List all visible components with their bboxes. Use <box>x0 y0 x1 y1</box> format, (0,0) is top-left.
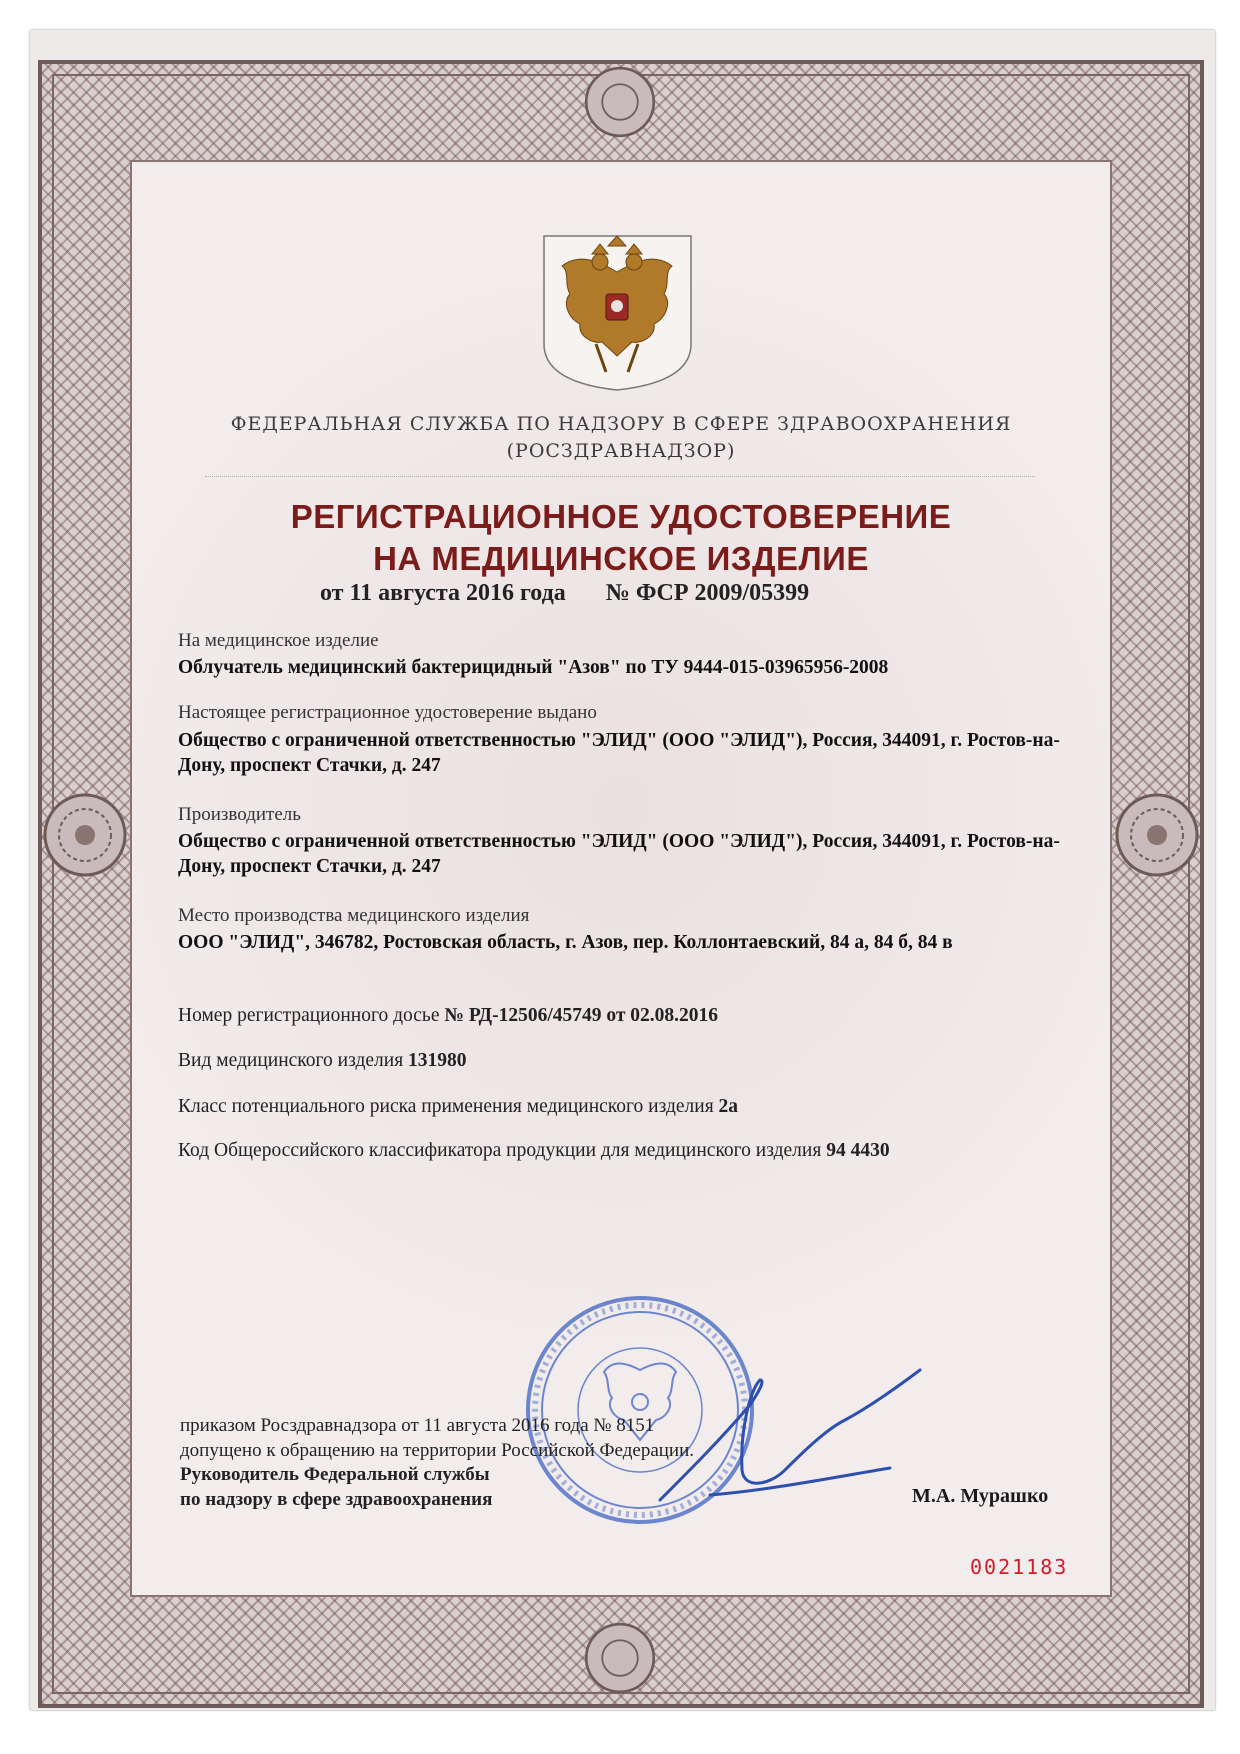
certificate-date: от 11 августа 2016 года <box>320 580 566 606</box>
bottom-rosette-ornament <box>575 1618 665 1698</box>
production-value: ООО "ЭЛИД", 346782, Ростовская область, г. Азов, пер. Коллонтаевский, 84 а, 84 б, 84 в <box>178 932 953 953</box>
head-title-line1: Руководитель Федеральной службы <box>180 1464 490 1485</box>
manufacturer-label: Производитель <box>178 804 301 825</box>
order-line1: приказом Росздравнадзора от 11 августа 2016 года № 8151 <box>180 1415 655 1436</box>
coat-of-arms-emblem <box>540 232 695 392</box>
production-label: Место производства медицинского изделия <box>178 905 530 926</box>
device-value: Облучатель медицинский бактерицидный "Азов" по ТУ 9444-015-03965956-2008 <box>178 657 889 678</box>
device-type-label: Вид медицинского изделия <box>178 1050 404 1071</box>
head-title-line2: по надзору в сфере здравоохранения <box>180 1489 493 1510</box>
dossier-value: № РД-12506/45749 от 02.08.2016 <box>444 1005 719 1026</box>
dossier-label: Номер регистрационного досье <box>178 1005 440 1026</box>
agency-short-name: (РОСЗДРАВНАДЗОР) <box>506 440 736 462</box>
manufacturer-value: Общество с ограниченной ответственностью "ЭЛИД" (ООО "ЭЛИД"), Россия, 344091, г. Ростов-на-Дону, проспект Стачки, д. 247 <box>178 831 1060 877</box>
certificate-date-number <box>320 580 809 607</box>
risk-class-row <box>178 1096 738 1118</box>
dossier-row <box>178 1005 718 1027</box>
device-label: На медицинское изделие <box>178 630 379 651</box>
risk-class-label: Класс потенциального риска применения медицинского изделия <box>178 1096 714 1117</box>
right-rosette-ornament <box>1112 790 1202 880</box>
certificate-number: № ФСР 2009/05399 <box>605 580 810 606</box>
order-line2: допущено к обращению на территории Российской Федерации. <box>180 1440 695 1461</box>
signer-name: М.А. Мурашко <box>912 1485 1049 1507</box>
left-rosette-ornament <box>40 790 130 880</box>
agency-name: ФЕДЕРАЛЬНАЯ СЛУЖБА ПО НАДЗОРУ В СФЕРЕ ЗДРАВООХРАНЕНИЯ <box>230 413 1012 435</box>
header-divider <box>205 476 1035 477</box>
serial-number: 0021183 <box>970 1555 1069 1579</box>
okp-code-row <box>178 1140 890 1162</box>
okp-code-label: Код Общероссийского классификатора продукции для медицинского изделия <box>178 1140 822 1161</box>
top-rosette-ornament <box>575 62 665 142</box>
issued-label: Настоящее регистрационное удостоверение выдано <box>178 702 597 723</box>
certificate-title-line1: РЕГИСТРАЦИОННОЕ УДОСТОВЕРЕНИЕ <box>290 498 952 535</box>
risk-class-value: 2а <box>718 1096 739 1117</box>
okp-code-value: 94 4430 <box>826 1140 890 1161</box>
issued-value: Общество с ограниченной ответственностью "ЭЛИД" (ООО "ЭЛИД"), Россия, 344091, г. Ростов-на-Дону, проспект Стачки, д. 247 <box>178 730 1060 776</box>
device-type-value: 131980 <box>408 1050 467 1071</box>
certificate-title-line2: НА МЕДИЦИНСКОЕ ИЗДЕЛИЕ <box>373 540 869 577</box>
device-type-row <box>178 1050 467 1072</box>
